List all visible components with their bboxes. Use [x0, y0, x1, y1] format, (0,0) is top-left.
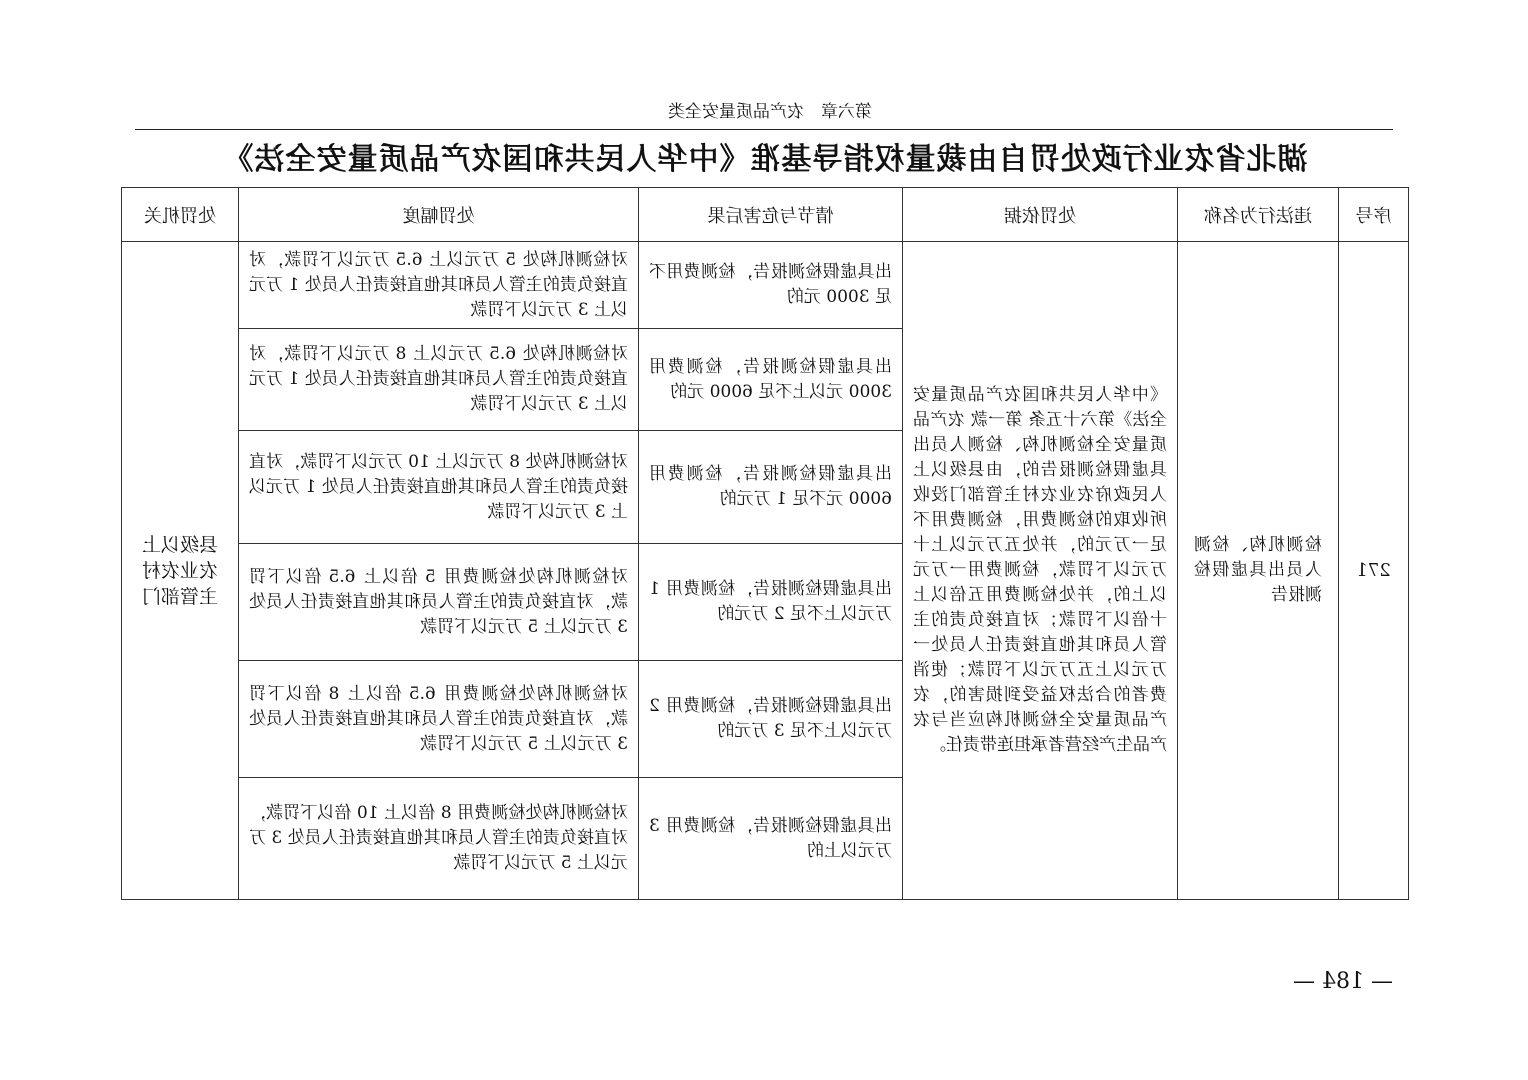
circumstance-cell: 出具虚假检测报告，检测费用 2 万元以上不足 3 万元的 [639, 661, 903, 778]
circumstance-cell: 出具虚假检测报告，检测费用不足 3000 元的 [639, 242, 903, 329]
table-row [122, 242, 1409, 329]
penalty-cell: 对检测机构处检测费用 8 倍以上 10 倍以下罚款，对直接负责的主管人员和其他直接责任人员处 3 万元以上 5 万元以下罚款 [239, 778, 639, 900]
col-header-basis: 处罚依据 [903, 188, 1178, 242]
col-header-circumstances: 情节与危害后果 [639, 188, 903, 242]
page-number: — 184 — [1293, 969, 1393, 994]
violation-cell: 检测机构、检测人员出具虚假检测报告 [1178, 242, 1339, 900]
page-title: 湖北省农业行政处罚自由裁量权指导基准《中华人民共和国农产品质量安全法》 [222, 142, 1308, 177]
penalty-cell: 对检测机构处 8 万元以上 10 万元以下罚款，对直接负责的主管人员和其他直接责任人员处 1 万元以上 3 万元以下罚款 [239, 431, 639, 544]
penalty-cell: 对检测机构处 5 万元以上 6.5 万元以下罚款，对直接负责的主管人员和其他直接责任人员处 1 万元以上 3 万元以下罚款 [239, 242, 639, 329]
penalty-table [121, 187, 1409, 900]
penalty-cell: 对检测机构处 6.5 万元以上 8 万元以下罚款，对直接负责的主管人员和其他直接责任人员处 1 万元以上 3 万元以下罚款 [239, 329, 639, 431]
col-header-violation: 违法行为名称 [1178, 188, 1339, 242]
col-header-authority: 处罚机关 [122, 188, 239, 242]
table-header-row [122, 188, 1409, 242]
authority-cell: 县级以上农业农村主管部门 [122, 242, 239, 900]
basis-cell: 《中华人民共和国农产品质量安全法》第六十五条 第一款 农产品质量安全检测机构、检测人员出具虚假检测报告的，由县级以上人民政府农业农村主管部门没收所收取的检测费用，检测费用不足一万元的，并处五万元以上十万元以下罚款，检测费用一万元以上的，并处检测费用五倍以上十倍以下罚款；对直接负责的主管人员和其他直接责任人员处一万元以上五万元以下罚款；使消费者的合法权益受到损害的，农产品质量安全检测机构应当与农产品生产经营者承担连带责任。 [903, 242, 1178, 900]
header-rule [135, 129, 1393, 130]
penalty-cell: 对检测机构处检测费用 6.5 倍以上 8 倍以下罚款，对直接负责的主管人员和其他直接责任人员处 3 万元以上 5 万元以下罚款 [239, 661, 639, 778]
seq-cell: 271 [1339, 242, 1409, 900]
col-header-penalty: 处罚幅度 [239, 188, 639, 242]
circumstance-cell: 出具虚假检测报告，检测费用 6000 元不足 1 万元的 [639, 431, 903, 544]
circumstance-cell: 出具虚假检测报告，检测费用 1 万元以上不足 2 万元的 [639, 544, 903, 661]
chapter-header: 第六章 农产品质量安全类 [668, 102, 872, 122]
col-header-seq: 序号 [1339, 188, 1409, 242]
circumstance-cell: 出具虚假检测报告，检测费用 3 万元以上的 [639, 778, 903, 900]
circumstance-cell: 出具虚假检测报告，检测费用 3000 元以上不足 6000 元的 [639, 329, 903, 431]
penalty-cell: 对检测机构处检测费用 5 倍以上 6.5 倍以下罚款，对直接负责的主管人员和其他直接责任人员处 3 万元以上 5 万元以下罚款 [239, 544, 639, 661]
